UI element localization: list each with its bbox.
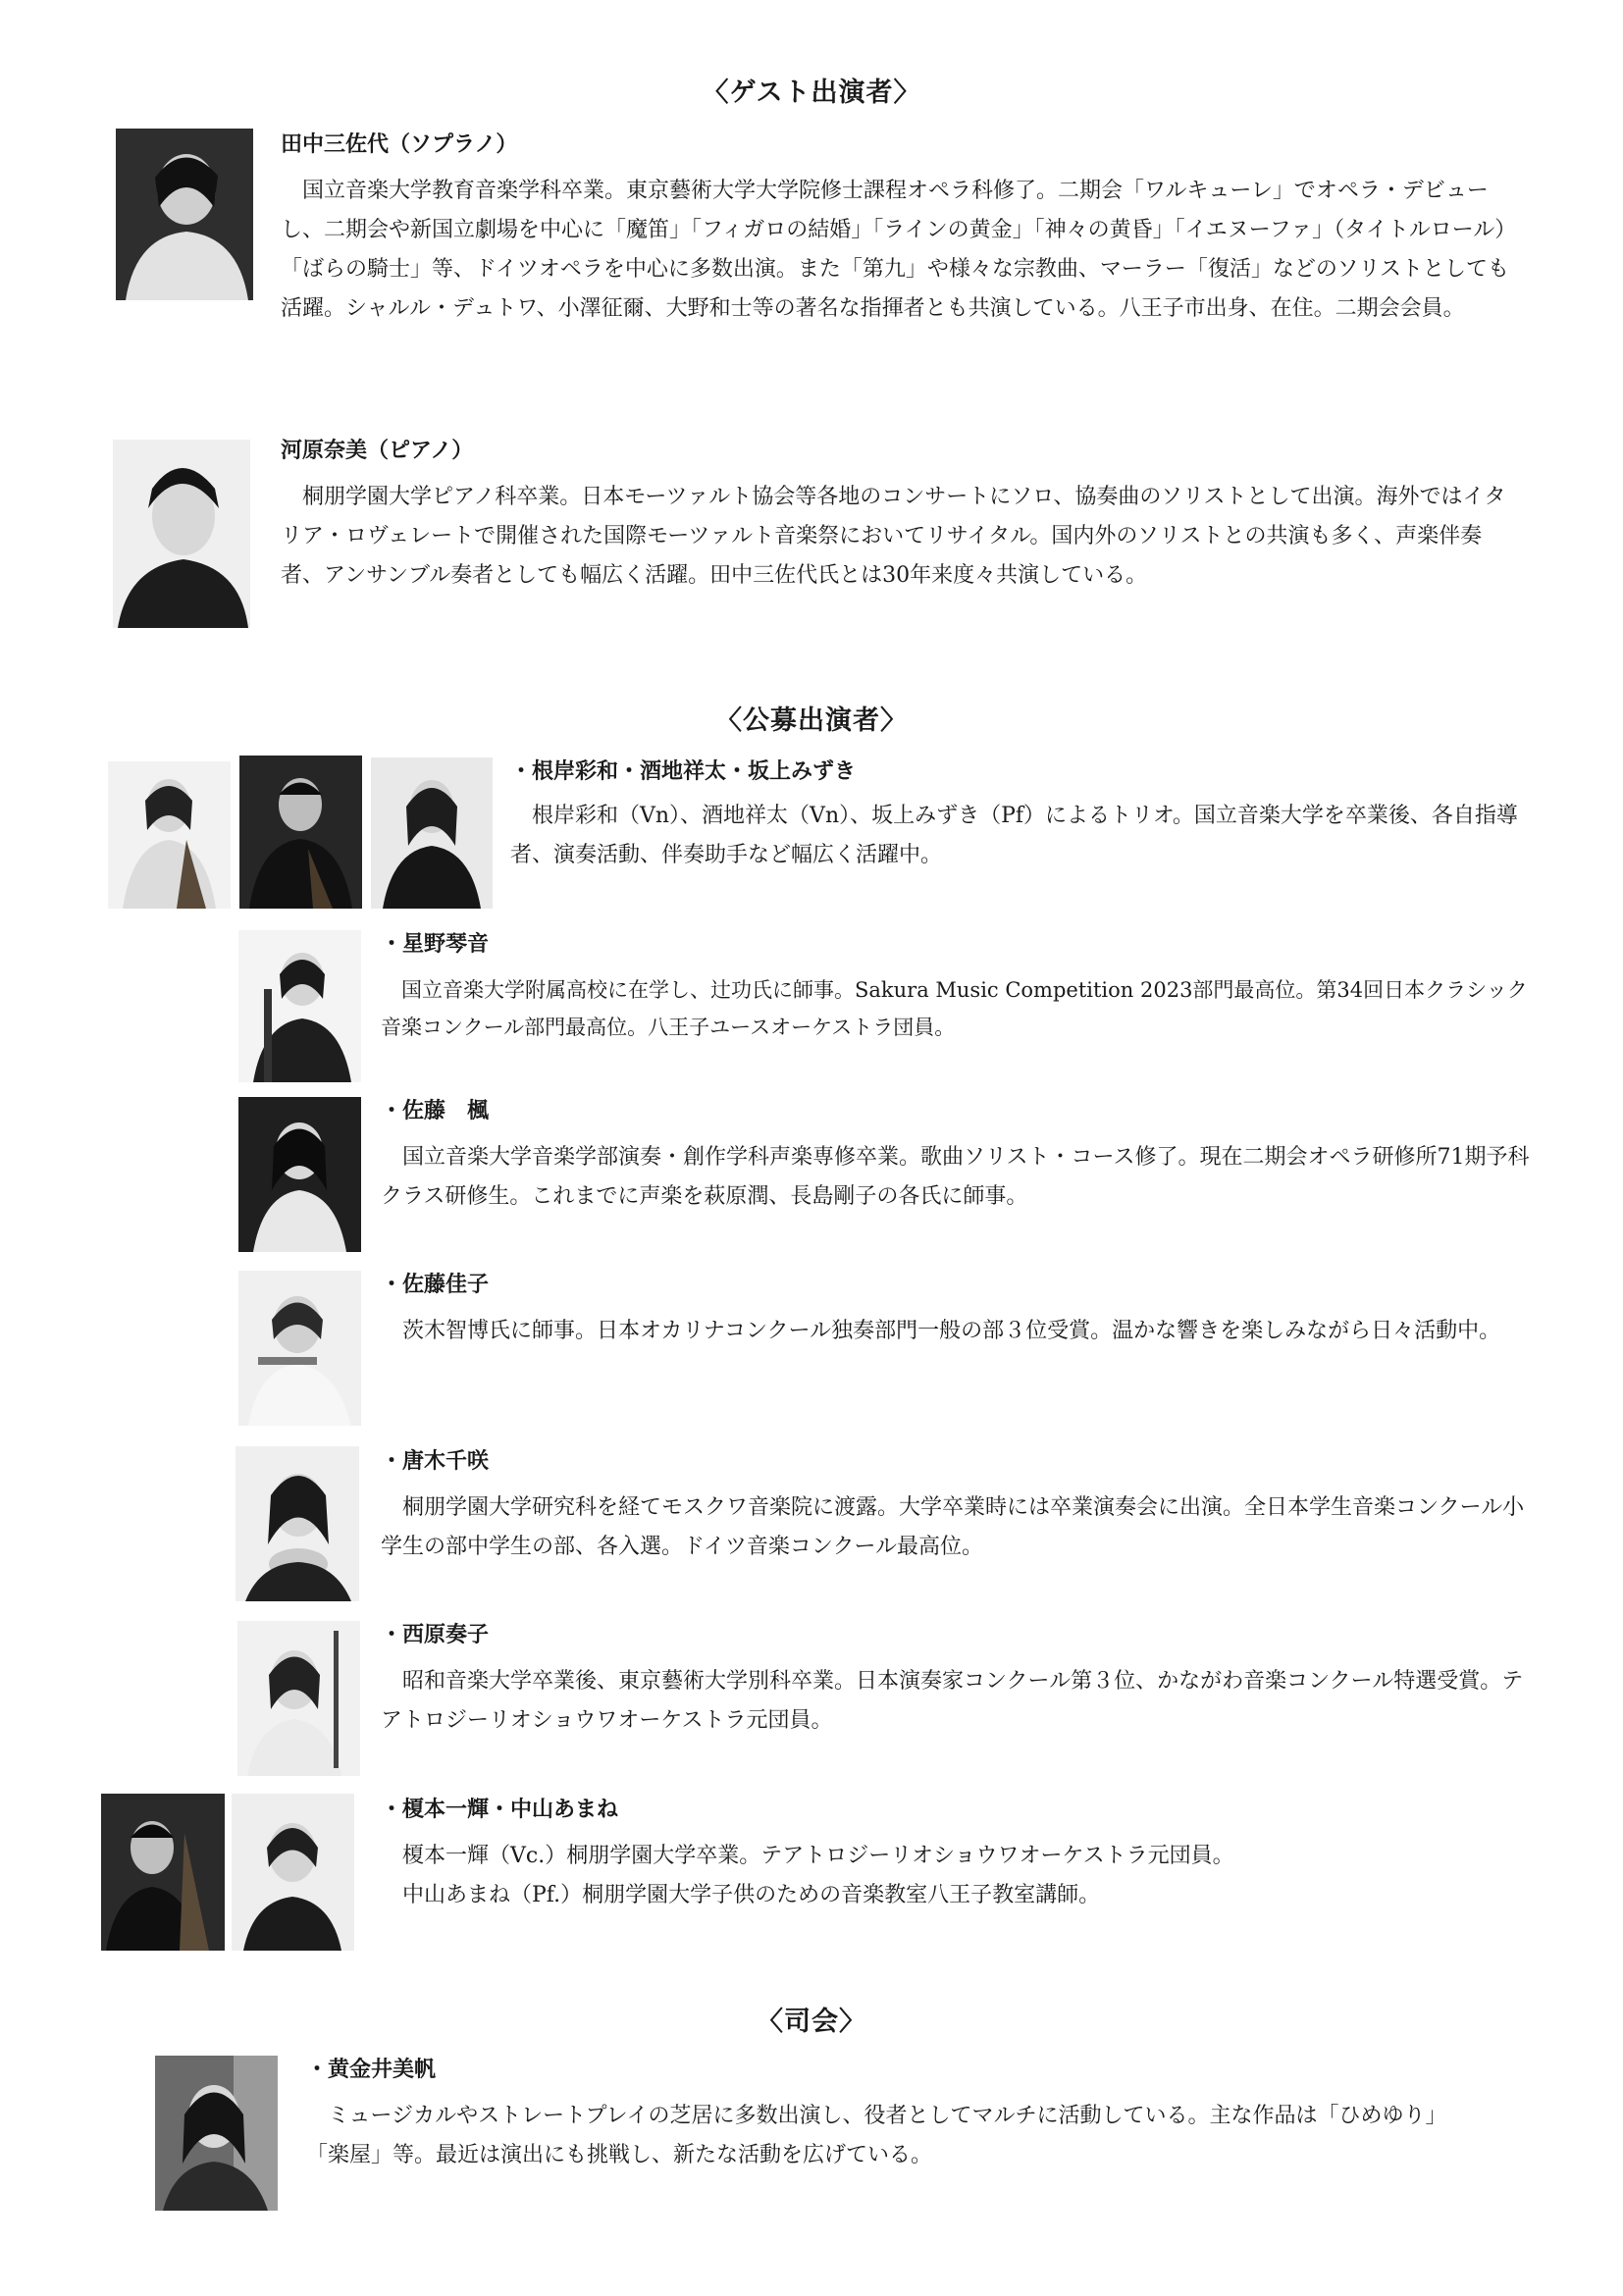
performer-bio-nishihara: 昭和音楽大学卒業後、東京藝術大学別科卒業。日本演奏家コンクール第３位、かながわ音楽コンクール特選受賞。テアトロジーリオショウワオーケストラ元団員。	[381, 1669, 1524, 1733]
performer-bio-karaki: 桐朋学園大学研究科を経てモスクワ音楽院に渡露。大学卒業時には卒業演奏会に出演。全日本学生音楽コンクール小学生の部中学生の部、各入選。ドイツ音楽コンクール最高位。	[381, 1495, 1525, 1559]
performer-bio-sato-kaede: 国立音楽大学音楽学部演奏・創作学科声楽専修卒業。歌曲ソリスト・コース修了。現在二期会オペラ研修所71期予科クラス研修生。これまでに声楽を萩原潤、長島剛子の各氏に師事。	[381, 1145, 1530, 1209]
portrait-tanaka	[116, 129, 253, 300]
performer-name-kawahara: 河原奈美（ピアノ）	[281, 439, 474, 463]
portrait-sakagami	[371, 757, 493, 909]
bio-line-enomoto: 榎本一輝（Vc.）桐朋学園大学卒業。テアトロジーリオショウワオーケストラ元団員。	[402, 1844, 1234, 1868]
performer-name-nishihara: ・西原奏子	[381, 1623, 490, 1647]
portrait-karaki	[236, 1446, 359, 1601]
performer-bio-sato-yoshiko: 茨木智博氏に師事。日本オカリナコンクール独奏部門一般の部３位受賞。温かな響きを楽しみながら日々活動中。	[402, 1319, 1501, 1343]
mc-bio: ミュージカルやストレートプレイの芝居に多数出演し、役者としてマルチに活動している。主な作品は「ひめゆり」「楽屋」等。最近は演出にも挑戦し、新たな活動を広げている。	[306, 2104, 1447, 2167]
guest-heading: 〈ゲスト出演者〉	[702, 78, 921, 108]
performer-name-sato-kaede: ・佐藤 楓	[381, 1099, 490, 1123]
portrait-nishihara	[237, 1621, 360, 1776]
portrait-sato-kaede	[238, 1097, 361, 1252]
mc-name: ・黄金井美帆	[306, 2058, 437, 2082]
public-heading: 〈公募出演者〉	[715, 705, 908, 736]
performer-name-hoshino: ・星野琴音	[381, 932, 490, 957]
performer-bio-kawahara: 桐朋学園大学ピアノ科卒業。日本モーツァルト協会等各地のコンサートにソロ、協奏曲のソリストとして出演。海外ではイタリア・ロヴェレートで開催された国際モーツァルト音楽祭においてリサイタル。国内外のソリストとの共演も多く、声楽伴奏者、アンサンブル奏者としても幅広く活躍。田中三佐代氏とは30年来度々共演している。	[281, 485, 1506, 588]
performer-bio-enomoto-nakayama	[381, 1837, 1541, 1915]
portrait-hoshino	[238, 930, 361, 1082]
bio-line-nakayama: 中山あまね（Pf.）桐朋学園大学子供のための音楽教室八王子教室講師。	[402, 1883, 1101, 1907]
portrait-kawahara	[113, 440, 250, 628]
performer-bio-trio: 根岸彩和（Vn）、酒地祥太（Vn）、坂上みずき（Pf）によるトリオ。国立音楽大学を卒業後、各自指導者、演奏活動、伴奏助手など幅広く活躍中。	[510, 804, 1518, 867]
mc-heading: 〈司会〉	[757, 2007, 866, 2037]
performer-name-tanaka: 田中三佐代（ソプラノ）	[281, 132, 518, 157]
portrait-koganei	[155, 2056, 278, 2211]
portrait-sato-yoshiko	[238, 1271, 361, 1426]
performer-bio-hoshino: 国立音楽大学附属高校に在学し、辻功氏に師事。Sakura Music Competition 2023部門最高位。第34回日本クラシック音楽コンクール部門最高位。八王子ユースオーケストラ団員。	[381, 978, 1528, 1039]
performer-name-trio: ・根岸彩和・酒地祥太・坂上みずき	[510, 759, 857, 784]
performer-name-karaki: ・唐木千咲	[381, 1449, 490, 1474]
portrait-enomoto	[101, 1794, 225, 1951]
portrait-negishi	[108, 761, 231, 909]
performer-name-enomoto-nakayama: ・榎本一輝・中山あまね	[381, 1798, 619, 1822]
portrait-nakayama	[232, 1794, 354, 1951]
portrait-sakaji	[239, 756, 362, 909]
performer-name-sato-yoshiko: ・佐藤佳子	[381, 1273, 490, 1297]
performer-bio-tanaka: 国立音楽大学教育音楽学科卒業。東京藝術大学大学院修士課程オペラ科修了。二期会「ワルキューレ」でオペラ・デビューし、二期会や新国立劇場を中心に「魔笛」「フィガロの結婚」「ラインの黄金」「神々の黄昏」「イエヌーファ」（タイトルロール）「ばらの騎士」等、ドイツオペラを中心に多数出演。また「第九」や様々な宗教曲、マーラー「復活」などのソリストとしても活躍。シャルル・デュトワ、小澤征爾、大野和士等の著名な指揮者とも共演している。八王子市出身、在住。二期会会員。	[281, 179, 1517, 321]
